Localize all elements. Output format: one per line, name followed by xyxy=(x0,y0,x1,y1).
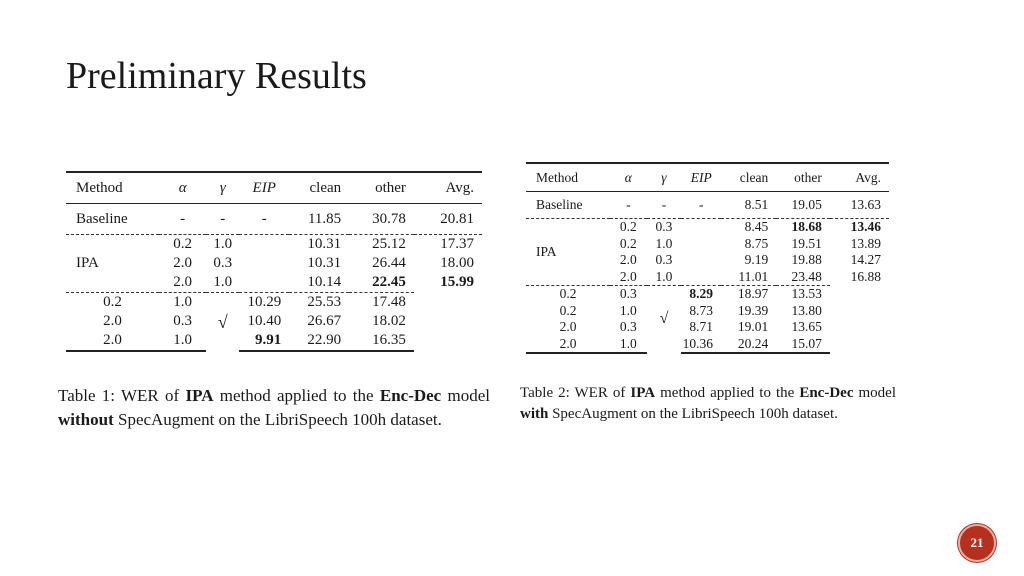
cell-other: 26.67 xyxy=(307,313,342,329)
cell-alpha: 2.0 xyxy=(526,336,610,354)
cell-other: 20.24 xyxy=(721,336,776,354)
cell-gamma: 0.3 xyxy=(213,255,233,271)
cell-avg: 16.88 xyxy=(850,268,881,284)
cell-avg: 13.65 xyxy=(791,319,822,334)
cell-other: 19.88 xyxy=(791,252,822,267)
table-row xyxy=(66,293,482,313)
cell-alpha: 2.0 xyxy=(619,252,637,267)
cell-alpha: 2.0 xyxy=(619,268,637,284)
cell-clean-best: 8.29 xyxy=(681,286,721,303)
cell-eip xyxy=(681,219,721,236)
cell-avg: 13.63 xyxy=(850,197,881,212)
cell-avg: 14.27 xyxy=(850,252,881,267)
caption-bold: IPA xyxy=(630,385,656,401)
caption-text: Table 2: WER of xyxy=(520,385,631,401)
header-gamma: γ xyxy=(219,180,226,196)
cell-clean: 8.73 xyxy=(689,302,714,318)
cell-clean: 10.40 xyxy=(247,313,282,329)
cell-clean: 10.36 xyxy=(681,336,721,354)
caption-text: model xyxy=(441,386,490,405)
cell-gamma: 1.0 xyxy=(206,235,239,255)
caption-text: method applied to the xyxy=(655,385,800,401)
cell-alpha: 0.2 xyxy=(619,235,637,251)
cell-clean: 10.31 xyxy=(289,235,349,255)
cell-method: Baseline xyxy=(536,197,583,212)
table-2-caption xyxy=(520,383,896,425)
caption-text: SpecAugment on the LibriSpeech 100h dataset. xyxy=(113,410,442,429)
cell-avg: 17.48 xyxy=(349,293,414,313)
caption-text: SpecAugment on the LibriSpeech 100h dataset. xyxy=(548,406,838,422)
header-alpha: α xyxy=(178,180,187,196)
cell-eip xyxy=(681,269,721,286)
cell-other: 19.51 xyxy=(791,235,822,251)
cell-alpha: 2.0 xyxy=(173,274,193,290)
caption-bold: without xyxy=(58,410,114,429)
cell-other-best: 22.45 xyxy=(372,274,406,290)
caption-bold: Enc-Dec xyxy=(799,385,854,401)
cell-other: 25.53 xyxy=(289,293,349,313)
cell-other: 22.90 xyxy=(289,331,349,351)
header-eip: EIP xyxy=(690,170,712,185)
header-method: Method xyxy=(536,170,578,185)
cell-alpha: 0.2 xyxy=(159,235,206,255)
cell-other: 18.97 xyxy=(721,286,776,303)
table-row xyxy=(66,312,482,331)
header-alpha: α xyxy=(624,170,632,185)
table-row xyxy=(66,235,482,255)
table-1-caption xyxy=(58,384,490,432)
cell-gamma: 0.3 xyxy=(647,219,682,236)
cell-gamma: 0.3 xyxy=(655,252,673,267)
cell-avg: 20.81 xyxy=(440,211,474,227)
caption-text: model xyxy=(853,385,896,401)
cell-avg: 17.37 xyxy=(414,235,482,255)
caption-text: method applied to the xyxy=(213,386,380,405)
header-avg: Avg. xyxy=(445,180,474,196)
cell-eip xyxy=(681,252,721,269)
cell-gamma: 1.0 xyxy=(655,268,673,284)
cell-other-best: 18.68 xyxy=(776,219,830,236)
slide-title: Preliminary Results xyxy=(66,55,367,97)
header-clean: clean xyxy=(309,180,342,196)
page-number-badge: 21 xyxy=(958,524,996,562)
cell-gamma: 0.3 xyxy=(619,319,637,334)
cell-avg: 15.07 xyxy=(776,336,830,354)
cell-gamma: - xyxy=(661,197,667,212)
cell-gamma: 1.0 xyxy=(159,293,206,313)
cell-clean: 10.31 xyxy=(307,255,342,271)
cell-alpha: 2.0 xyxy=(66,331,159,351)
table-row-baseline xyxy=(526,192,889,219)
table-row xyxy=(526,319,889,336)
table-row xyxy=(526,219,889,236)
cell-clean: 9.19 xyxy=(744,252,769,267)
table-1 xyxy=(66,171,482,352)
cell-other: 19.01 xyxy=(737,319,769,334)
cell-gamma: - xyxy=(220,211,226,227)
cell-other: 25.12 xyxy=(349,235,414,255)
cell-avg: 13.80 xyxy=(791,302,822,318)
cell-avg: 18.00 xyxy=(440,255,474,271)
cell-eip xyxy=(239,273,289,293)
table-row xyxy=(66,331,482,351)
checkmark-icon: √ xyxy=(206,293,239,352)
cell-avg: 13.53 xyxy=(776,286,830,303)
cell-gamma: 0.3 xyxy=(610,286,646,303)
header-method: Method xyxy=(76,180,123,196)
cell-other: 30.78 xyxy=(372,211,406,227)
header-clean: clean xyxy=(739,170,769,185)
cell-avg: 18.02 xyxy=(372,313,406,329)
cell-alpha: - xyxy=(180,211,186,227)
checkmark-icon: √ xyxy=(647,286,682,354)
cell-eip xyxy=(681,236,721,253)
header-gamma: γ xyxy=(661,170,667,185)
table-2 xyxy=(526,162,889,354)
header-other: other xyxy=(794,170,822,185)
caption-bold: IPA xyxy=(185,386,214,405)
cell-eip xyxy=(239,254,289,273)
cell-alpha: 0.2 xyxy=(66,293,159,313)
cell-alpha: 0.2 xyxy=(610,219,646,236)
cell-alpha: 0.2 xyxy=(559,302,577,318)
group-label-ipa: IPA xyxy=(66,235,159,293)
header-avg: Avg. xyxy=(855,170,881,185)
cell-other: 19.39 xyxy=(737,302,769,318)
cell-alpha: 2.0 xyxy=(559,319,577,334)
cell-clean: 8.75 xyxy=(744,235,769,251)
table-row-baseline xyxy=(66,204,482,235)
cell-avg: 16.35 xyxy=(349,331,414,351)
table-1-header-row xyxy=(66,172,482,204)
cell-clean: 11.85 xyxy=(307,211,342,227)
cell-alpha: 2.0 xyxy=(173,255,193,271)
cell-clean-best: 9.91 xyxy=(239,331,289,351)
group-label-ipa: IPA xyxy=(526,219,610,286)
caption-bold: with xyxy=(520,406,549,422)
header-other: other xyxy=(375,180,406,196)
cell-gamma: 1.0 xyxy=(213,274,233,290)
cell-other: 23.48 xyxy=(791,268,822,284)
cell-alpha: 0.2 xyxy=(526,286,610,303)
table-row xyxy=(526,336,889,354)
cell-clean: 8.45 xyxy=(721,219,776,236)
cell-avg-best: 13.46 xyxy=(830,219,889,236)
cell-alpha: 2.0 xyxy=(103,313,122,329)
cell-other: 26.44 xyxy=(372,255,406,271)
header-eip: EIP xyxy=(252,180,276,196)
caption-bold: Enc-Dec xyxy=(379,386,442,405)
caption-text: Table 1: WER of xyxy=(58,386,186,405)
cell-clean: 10.29 xyxy=(239,293,289,313)
cell-gamma: 1.0 xyxy=(655,235,673,251)
cell-eip: - xyxy=(698,197,704,212)
table-row xyxy=(526,286,889,303)
cell-clean: 11.01 xyxy=(738,268,769,284)
table-2-header-row xyxy=(526,163,889,192)
cell-eip: - xyxy=(261,211,267,227)
cell-clean: 8.71 xyxy=(689,319,714,334)
cell-gamma: 1.0 xyxy=(619,302,637,318)
cell-gamma: 1.0 xyxy=(159,331,206,351)
table-row xyxy=(526,303,889,320)
cell-alpha: - xyxy=(626,197,631,212)
cell-clean: 10.14 xyxy=(307,274,342,290)
cell-other: 19.05 xyxy=(791,197,822,212)
cell-gamma: 1.0 xyxy=(610,336,646,354)
cell-method: Baseline xyxy=(76,211,128,227)
cell-gamma: 0.3 xyxy=(173,313,193,329)
cell-avg-best: 15.99 xyxy=(440,274,474,291)
cell-avg: 13.89 xyxy=(850,235,881,251)
cell-clean: 8.51 xyxy=(744,197,769,212)
cell-eip xyxy=(239,235,289,255)
